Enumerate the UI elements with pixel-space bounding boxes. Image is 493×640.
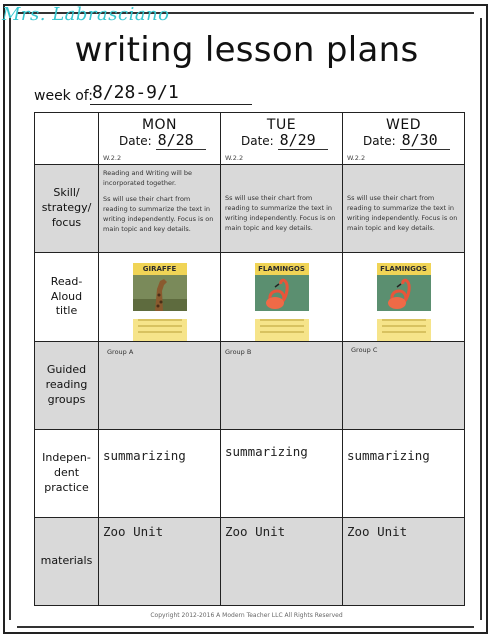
- day-header-mon: [99, 113, 221, 165]
- skill-text: Ss will use their chart from reading to summarize the text in writing independently. Focus is on main topic and key details.: [103, 195, 214, 234]
- skill-row: [35, 165, 465, 253]
- skill-cell-wed[interactable]: [343, 165, 465, 253]
- materials-cell-wed[interactable]: [343, 518, 465, 606]
- independent-practice-row: [35, 430, 465, 518]
- skill-text: Reading and Writing will be incorporated together.: [103, 169, 192, 188]
- row-label-materials: materials: [35, 518, 99, 606]
- giraffe-image: [133, 275, 187, 311]
- book-title: FLAMINGOS: [377, 263, 431, 275]
- materials-cell-mon[interactable]: [99, 518, 221, 606]
- date-field[interactable]: 8/28: [156, 131, 206, 150]
- date-line: [363, 131, 464, 150]
- date-label: Date:: [241, 134, 274, 148]
- flamingo-image: [255, 275, 309, 311]
- materials-text: Zoo Unit: [225, 524, 286, 539]
- date-line: [119, 131, 220, 150]
- day-header-tue: [221, 113, 343, 165]
- day-name: MON: [141, 117, 178, 133]
- guided-cell-tue[interactable]: [221, 342, 343, 430]
- date-line: [241, 131, 342, 150]
- book-cover-image: [133, 263, 187, 337]
- day-header-wed: [343, 113, 465, 165]
- read-aloud-row: [35, 253, 465, 342]
- row-label-guided: Guided reading groups: [35, 342, 99, 430]
- book-title: GIRAFFE: [133, 263, 187, 275]
- materials-cell-tue[interactable]: [221, 518, 343, 606]
- page-title: writing lesson plans: [74, 30, 419, 70]
- group-label: Group C: [351, 346, 378, 354]
- standard-code: W.2.2: [225, 154, 244, 162]
- read-aloud-cell-mon[interactable]: [99, 253, 221, 342]
- materials-text: Zoo Unit: [347, 524, 408, 539]
- lesson-plan-table: [34, 112, 465, 606]
- practice-cell-tue[interactable]: [221, 430, 343, 518]
- skill-cell-tue[interactable]: [221, 165, 343, 253]
- practice-cell-wed[interactable]: [343, 430, 465, 518]
- practice-text: summarizing: [347, 448, 430, 463]
- group-label: Group B: [225, 348, 252, 356]
- date-field[interactable]: 8/30: [400, 131, 450, 150]
- row-label-read-aloud: Read-Aloud title: [35, 253, 99, 342]
- teacher-name: Mrs. Labrasciano: [2, 4, 170, 25]
- date-field[interactable]: 8/29: [278, 131, 328, 150]
- corner-decoration: [474, 620, 488, 634]
- read-aloud-cell-wed[interactable]: [343, 253, 465, 342]
- corner-decoration: [3, 620, 17, 634]
- day-name: TUE: [266, 117, 297, 133]
- table-header-row: [35, 113, 465, 165]
- row-label-independent: Indepen-dent practice: [35, 430, 99, 518]
- week-value-field[interactable]: 8/28-9/1: [90, 82, 252, 105]
- standard-code: W.2.2: [103, 154, 122, 162]
- standard-code: W.2.2: [347, 154, 366, 162]
- materials-text: Zoo Unit: [103, 524, 164, 539]
- practice-text: summarizing: [103, 448, 186, 463]
- date-label: Date:: [119, 134, 152, 148]
- guided-cell-mon[interactable]: [99, 342, 221, 430]
- practice-text: summarizing: [225, 444, 308, 459]
- copyright-notice: Copyright 2012-2016 A Modern Teacher LLC All Rights Reserved: [150, 612, 343, 619]
- practice-cell-mon[interactable]: [99, 430, 221, 518]
- week-label: week of:: [34, 88, 93, 104]
- guided-cell-wed[interactable]: [343, 342, 465, 430]
- materials-row: [35, 518, 465, 606]
- book-cover-image: [255, 263, 309, 337]
- book-cover-image: [377, 263, 431, 337]
- row-label-skill: Skill/ strategy/ focus: [35, 165, 99, 253]
- skill-cell-mon[interactable]: [99, 165, 221, 253]
- date-label: Date:: [363, 134, 396, 148]
- corner-decoration: [474, 4, 488, 18]
- skill-text: Ss will use their chart from reading to summarize the text in writing independently. Focus is on main topic and key details.: [347, 194, 458, 233]
- read-aloud-cell-tue[interactable]: [221, 253, 343, 342]
- book-title: FLAMINGOS: [255, 263, 309, 275]
- group-label: Group A: [107, 348, 134, 356]
- day-name: WED: [386, 117, 421, 133]
- skill-text: Ss will use their chart from reading to summarize the text in writing independently. Focus is on main topic and key details.: [225, 194, 336, 233]
- flamingo-image: [377, 275, 431, 311]
- guided-reading-row: [35, 342, 465, 430]
- corner-cell: [35, 113, 99, 165]
